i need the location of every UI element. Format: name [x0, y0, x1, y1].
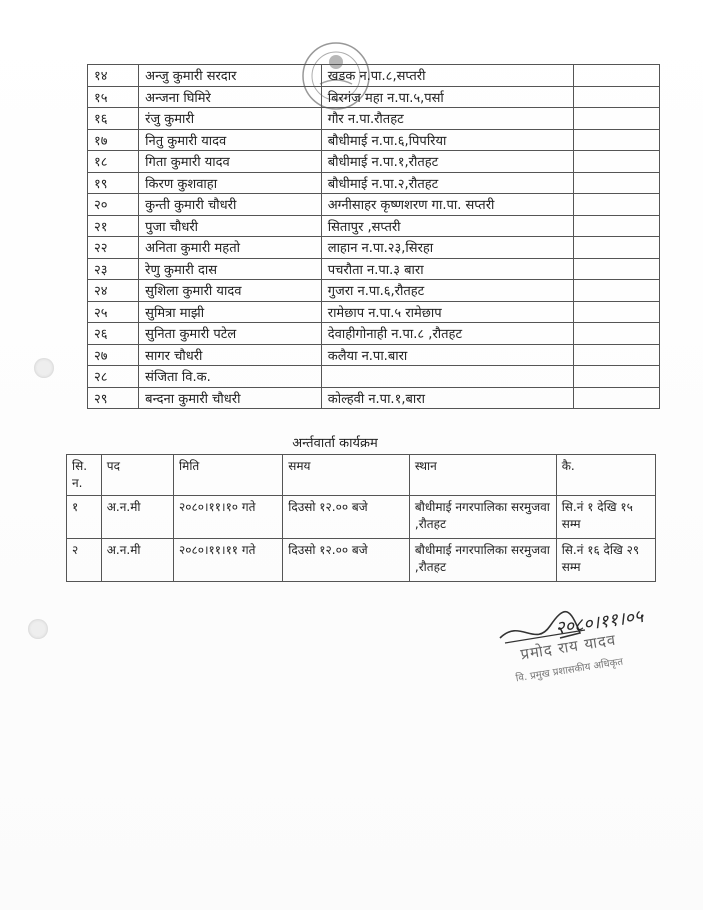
candidate-note [574, 129, 660, 151]
candidate-note [574, 215, 660, 237]
candidate-address: बौधीमाई न.पा.२,रौतहट [321, 172, 574, 194]
candidate-note [574, 108, 660, 130]
candidate-list-table [87, 64, 660, 409]
candidate-note [574, 194, 660, 216]
candidate-note [574, 344, 660, 366]
candidate-number: २३ [88, 258, 139, 280]
candidate-row [88, 194, 660, 216]
schedule-date: २०८०।११।११ गते [174, 539, 283, 582]
punch-hole-top [34, 358, 54, 378]
schedule-sn: १ [67, 496, 102, 539]
candidate-row [88, 151, 660, 173]
candidate-row [88, 344, 660, 366]
header-date: मिति [174, 455, 283, 496]
header-remarks: कै. [556, 455, 655, 496]
candidate-name: अन्जना घिमिरे [139, 86, 322, 108]
candidate-number: २२ [88, 237, 139, 259]
candidate-name: अन्जु कुमारी सरदार [139, 65, 322, 87]
candidate-row [88, 172, 660, 194]
schedule-place: बौधीमाई नगरपालिका सरमुजवा ,रौतहट [409, 496, 556, 539]
candidate-number: २१ [88, 215, 139, 237]
candidate-note [574, 366, 660, 388]
candidate-name: रेणु कुमारी दास [139, 258, 322, 280]
candidate-name: नितु कुमारी यादव [139, 129, 322, 151]
candidate-row [88, 301, 660, 323]
candidate-address: कलैया न.पा.बारा [321, 344, 574, 366]
candidate-address: बिरगंज महा न.पा.५,पर्सा [321, 86, 574, 108]
candidate-number: १५ [88, 86, 139, 108]
schedule-date: २०८०।११।१० गते [174, 496, 283, 539]
signature-date: २०८०।११।०५ [554, 605, 645, 640]
candidate-row [88, 129, 660, 151]
candidate-number: २५ [88, 301, 139, 323]
candidate-number: १८ [88, 151, 139, 173]
candidate-note [574, 151, 660, 173]
candidate-name: सागर चौधरी [139, 344, 322, 366]
candidate-name: किरण कुशवाहा [139, 172, 322, 194]
schedule-sn: २ [67, 539, 102, 582]
candidate-note [574, 323, 660, 345]
candidate-address: गुजरा न.पा.६,रौतहट [321, 280, 574, 302]
candidate-address [321, 366, 574, 388]
candidate-address: पचरौता न.पा.३ बारा [321, 258, 574, 280]
candidate-row [88, 86, 660, 108]
candidate-note [574, 65, 660, 87]
candidate-row [88, 387, 660, 409]
schedule-time: दिउसो १२.०० बजे [283, 496, 410, 539]
schedule-row [67, 496, 656, 539]
candidate-name: संजिता वि.क. [139, 366, 322, 388]
interview-schedule-caption: अर्न्तवार्ता कार्यक्रम [292, 436, 378, 451]
candidate-name: सुमित्रा माझी [139, 301, 322, 323]
candidate-number: २६ [88, 323, 139, 345]
candidate-list-body [88, 65, 660, 409]
signatory-name-stamp: प्रमोद राय यादव [519, 630, 618, 664]
candidate-number: २८ [88, 366, 139, 388]
schedule-header-row [67, 455, 656, 496]
schedule-time: दिउसो १२.०० बजे [283, 539, 410, 582]
candidate-name: बन्दना कुमारी चौधरी [139, 387, 322, 409]
schedule-post: अ.न.मी [101, 496, 173, 539]
candidate-note [574, 237, 660, 259]
candidate-row [88, 65, 660, 87]
candidate-note [574, 280, 660, 302]
candidate-address: अग्नीसाहर कृष्णशरण गा.पा. सप्तरी [321, 194, 574, 216]
candidate-note [574, 258, 660, 280]
candidate-row [88, 108, 660, 130]
candidate-row [88, 323, 660, 345]
candidate-address: बौधीमाई न.पा.१,रौतहट [321, 151, 574, 173]
header-place: स्थान [409, 455, 556, 496]
header-post: पद [101, 455, 173, 496]
candidate-address: गौर न.पा.रौतहट [321, 108, 574, 130]
candidate-note [574, 172, 660, 194]
schedule-post: अ.न.मी [101, 539, 173, 582]
candidate-address: लाहान न.पा.२३,सिरहा [321, 237, 574, 259]
candidate-name: सुनिता कुमारी पटेल [139, 323, 322, 345]
candidate-number: २४ [88, 280, 139, 302]
candidate-number: २७ [88, 344, 139, 366]
candidate-number: १४ [88, 65, 139, 87]
candidate-address: देवाहीगोनाही न.पा.८ ,रौतहट [321, 323, 574, 345]
candidate-note [574, 301, 660, 323]
candidate-note [574, 387, 660, 409]
candidate-row [88, 258, 660, 280]
candidate-address: बौधीमाई न.पा.६,पिपरिया [321, 129, 574, 151]
punch-hole-bottom [28, 619, 48, 639]
schedule-remarks: सि.नं १६ देखि २९ सम्म [556, 539, 655, 582]
candidate-row [88, 280, 660, 302]
candidate-row [88, 215, 660, 237]
candidate-name: कुन्ती कुमारी चौधरी [139, 194, 322, 216]
schedule-remarks: सि.नं १ देखि १५ सम्म [556, 496, 655, 539]
header-time: समय [283, 455, 410, 496]
candidate-row [88, 366, 660, 388]
candidate-name: सुशिला कुमारी यादव [139, 280, 322, 302]
candidate-name: रंजु कुमारी [139, 108, 322, 130]
candidate-number: २९ [88, 387, 139, 409]
candidate-address: कोल्हवी न.पा.१,बारा [321, 387, 574, 409]
candidate-row [88, 237, 660, 259]
candidate-number: १७ [88, 129, 139, 151]
schedule-place: बौधीमाई नगरपालिका सरमुजवा ,रौतहट [409, 539, 556, 582]
candidate-name: अनिता कुमारी महतो [139, 237, 322, 259]
candidate-address: रामेछाप न.पा.५ रामेछाप [321, 301, 574, 323]
signatory-title-stamp: वि. प्रमुख प्रशासकीय अधिकृत [515, 656, 624, 685]
candidate-note [574, 86, 660, 108]
interview-schedule-table [66, 454, 656, 582]
candidate-number: १९ [88, 172, 139, 194]
schedule-row [67, 539, 656, 582]
header-sn: सि. न. [67, 455, 102, 496]
candidate-number: १६ [88, 108, 139, 130]
candidate-number: २० [88, 194, 139, 216]
candidate-address: सितापुर ,सप्तरी [321, 215, 574, 237]
candidate-name: गिता कुमारी यादव [139, 151, 322, 173]
candidate-name: पुजा चौधरी [139, 215, 322, 237]
candidate-address: खडक न.पा.८,सप्तरी [321, 65, 574, 87]
